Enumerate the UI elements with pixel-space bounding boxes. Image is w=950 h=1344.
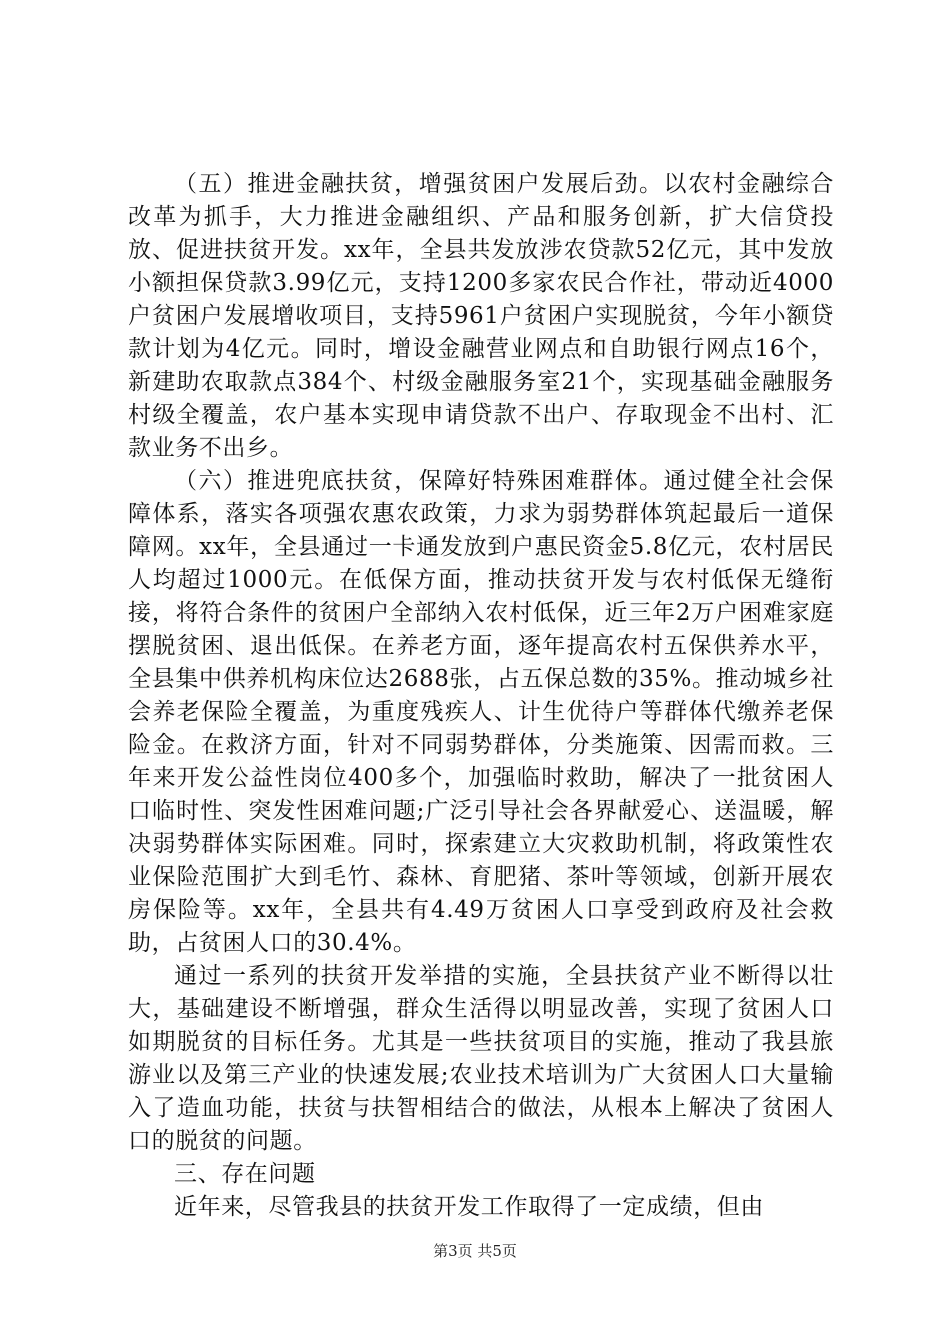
paragraph-problems-intro: 近年来，尽管我县的扶贫开发工作取得了一定成绩，但由 <box>174 1194 764 1220</box>
paragraph-financial-poverty-alleviation: （五）推进金融扶贫，增强贫困户发展后劲。以农村金融综合改革为抓手，大力推进金融组织、产品和服务创新，扩大信贷投放、促进扶贫开发。xx年，全县共发放涉农贷款52亿元，其中发放小额担保贷款3.99亿元，支持1200多家农民合作社，带动近4000户贫困户发展增收项目，支持5961户贫困户实现脱贫，今年小额贷款计划为4亿元。同时，增设金融营业网点和自助银行网点16个，新建助农取款点384个、村级金融服务室21个，实现基础金融服务村级全覆盖，农户基本实现申请贷款不出户、存取现金不出村、汇款业务不出乡。 <box>128 171 834 461</box>
section-heading-existing-problems: 三、存在问题 <box>174 1161 316 1187</box>
paragraph-safety-net-poverty-alleviation: （六）推进兜底扶贫，保障好特殊困难群体。通过健全社会保障体系，落实各项强农惠农政策，力求为弱势群体筑起最后一道保障网。xx年，全县通过一卡通发放到户惠民资金5.8亿元，农村居民人均超过1000元。在低保方面，推动扶贫开发与农村低保无缝衔接，将符合条件的贫困户全部纳入农村低保，近三年2万户困难家庭摆脱贫困、退出低保。在养老方面，逐年提高农村五保供养水平，全县集中供养机构床位达2688张，占五保总数的35%。推动城乡社会养老保险全覆盖，为重度残疾人、计生优待户等群体代缴养老保险金。在救济方面，针对不同弱势群体，分类施策、因需而救。三年来开发公益性岗位400多个，加强临时救助，解决了一批贫困人口临时性、突发性困难问题;广泛引导社会各界献爱心、送温暖，解决弱势群体实际困难。同时，探索建立大灾救助机制，将政策性农业保险范围扩大到毛竹、森林、育肥猪、茶叶等领域，创新开展农房保险等。xx年，全县共有4.49万贫困人口享受到政府及社会救助，占贫困人口的30.4%。 <box>128 468 834 956</box>
document-body <box>128 168 834 1224</box>
page-number-footer: 第3页 共5页 <box>433 1242 517 1260</box>
paragraph-summary-results: 通过一系列的扶贫开发举措的实施，全县扶贫产业不断得以壮大，基础建设不断增强，群众生活得以明显改善，实现了贫困人口如期脱贫的目标任务。尤其是一些扶贫项目的实施，推动了我县旅游业以及第三产业的快速发展;农业技术培训为广大贫困人口大量输入了造血功能，扶贫与扶智相结合的做法，从根本上解决了贫困人口的脱贫的问题。 <box>128 963 834 1154</box>
